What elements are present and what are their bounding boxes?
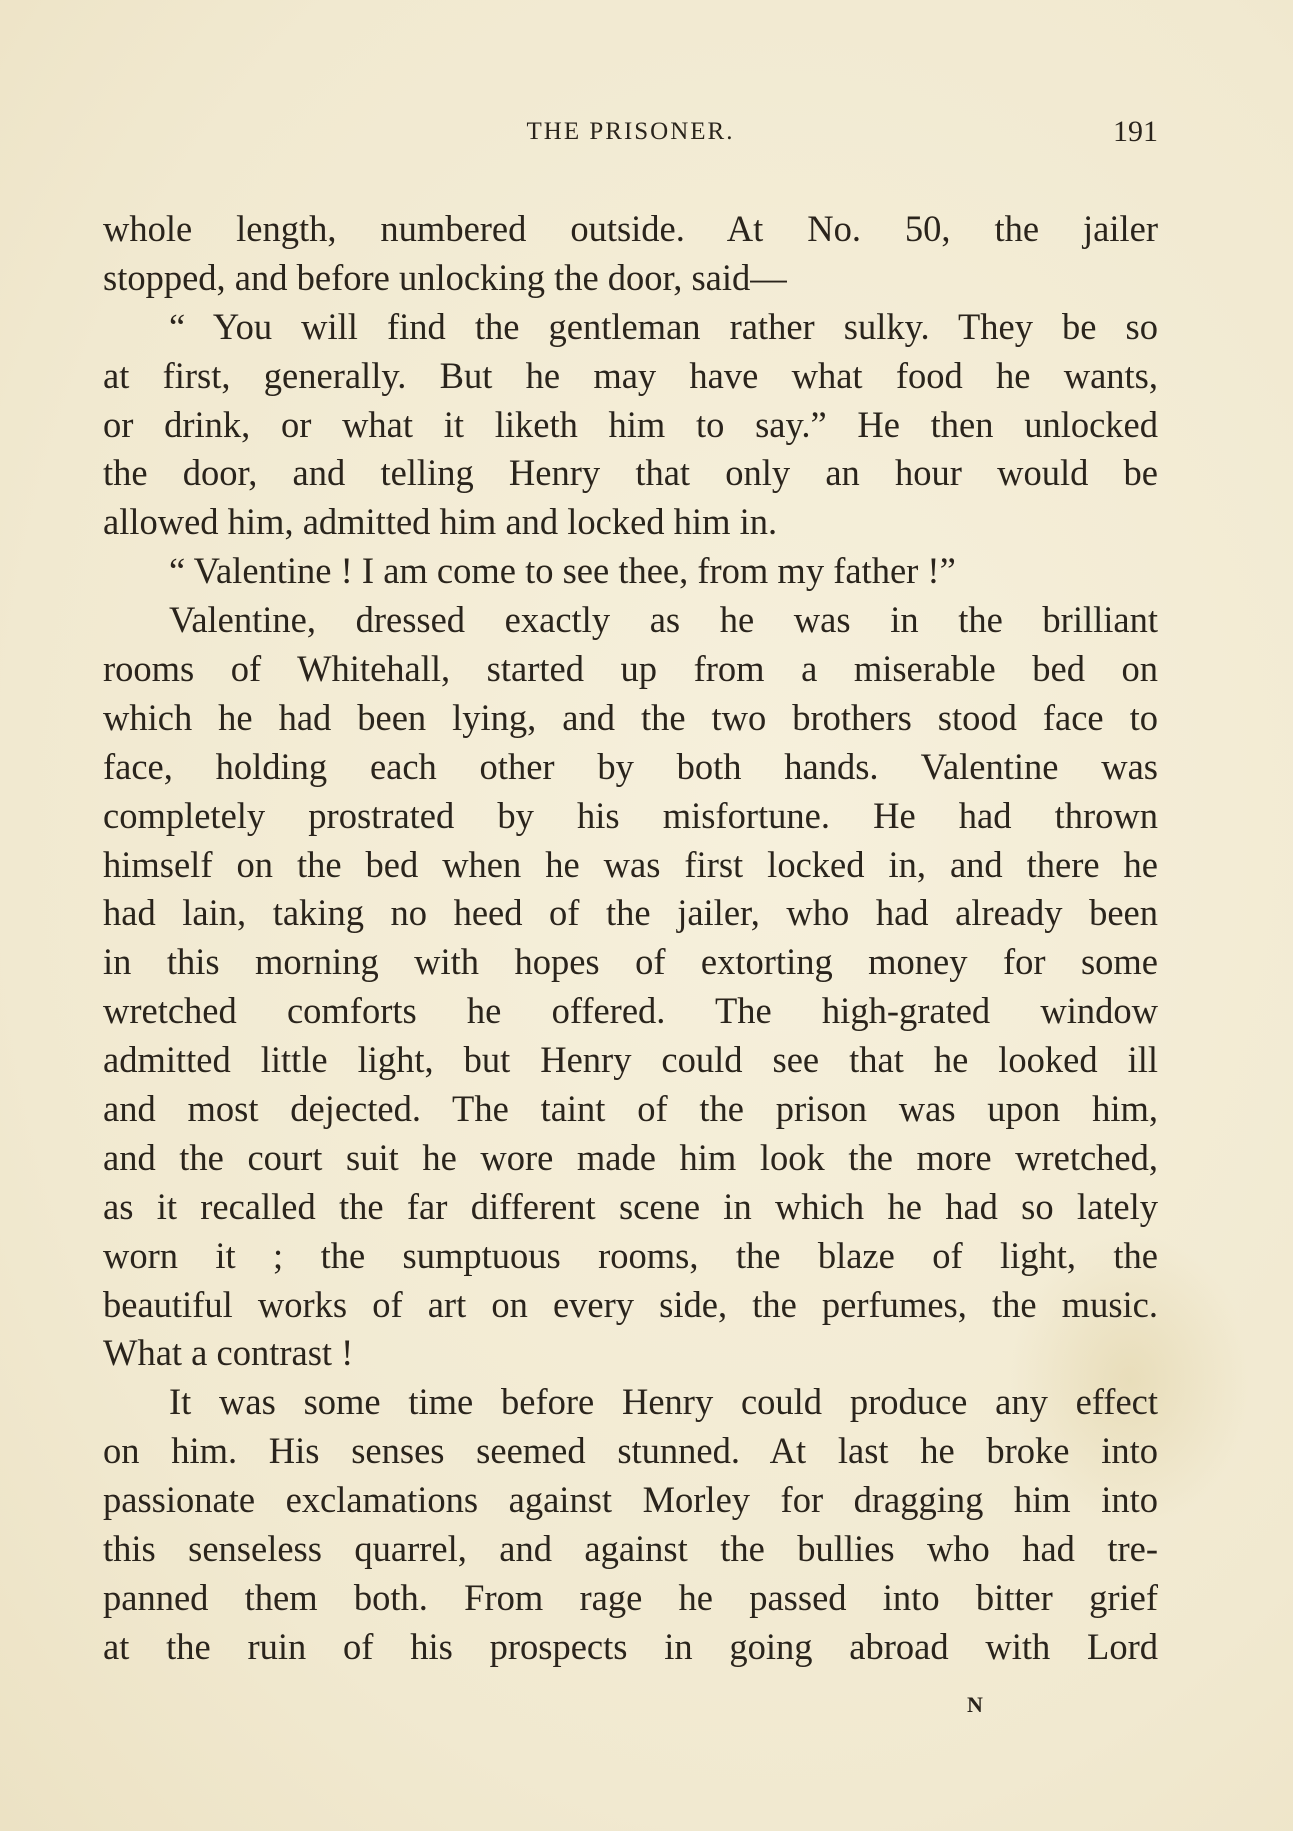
text-line: which he had been lying, and the two brothers stood face to [103,696,1158,738]
text-line: had lain, taking no heed of the jailer, who had already been [103,892,1158,934]
text-line: himself on the bed when he was first locked in, and there he [103,843,1158,885]
body-text [103,205,1158,1672]
text-line: beautiful works of art on every side, the perfumes, the music. [103,1283,1158,1325]
text-line: It was some time before Henry could produce any effect [169,1381,1158,1423]
text-line: the door, and telling Henry that only an hour would be [103,452,1158,494]
text-line: panned them both. From rage he passed into bitter grief [103,1576,1158,1618]
text-line: as it recalled the far different scene in which he had so lately [103,1185,1158,1227]
text-line: and the court suit he wore made him look the more wretched, [103,1136,1158,1178]
text-line: and most dejected. The taint of the prison was upon him, [103,1088,1158,1130]
text-line: What a contrast ! [103,1332,354,1374]
text-line: completely prostrated by his misfortune. He had thrown [103,794,1158,836]
text-line: passionate exclamations against Morley for dragging him into [103,1479,1158,1521]
text-line: at the ruin of his prospects in going abroad with Lord [103,1625,1158,1667]
text-line: whole length, numbered outside. At No. 50, the jailer [103,208,1158,249]
running-head [103,115,1158,158]
text-line: on him. His senses seemed stunned. At last he broke into [103,1430,1158,1472]
running-title: THE PRISONER. [526,118,735,145]
text-line: Valentine, dressed exactly as he was in the brilliant [169,599,1158,641]
text-line: “ You will find the gentleman rather sulky. They be so [169,305,1158,347]
page-number: 191 [1113,115,1158,148]
text-line: in this morning with hopes of extorting money for some [103,941,1158,983]
text-line: rooms of Whitehall, started up from a miserable bed on [103,648,1158,690]
text-line: stopped, and before unlocking the door, said— [103,256,787,298]
text-line: admitted little light, but Henry could see that he looked ill [103,1039,1158,1081]
text-line: this senseless quarrel, and against the bullies who had tre- [103,1528,1158,1570]
signature-mark: N [967,1692,983,1717]
text-line: at first, generally. But he may have what food he wants, [103,354,1158,396]
text-line: worn it ; the sumptuous rooms, the blaze of light, the [103,1234,1158,1276]
text-line: face, holding each other by both hands. Valentine was [103,745,1158,787]
text-line: “ Valentine ! I am come to see thee, from my father !” [169,550,956,592]
text-line: wretched comforts he offered. The high-grated window [103,990,1158,1032]
text-line: allowed him, admitted him and locked him in. [103,501,778,543]
text-line: or drink, or what it liketh him to say.” He then unlocked [103,403,1158,445]
